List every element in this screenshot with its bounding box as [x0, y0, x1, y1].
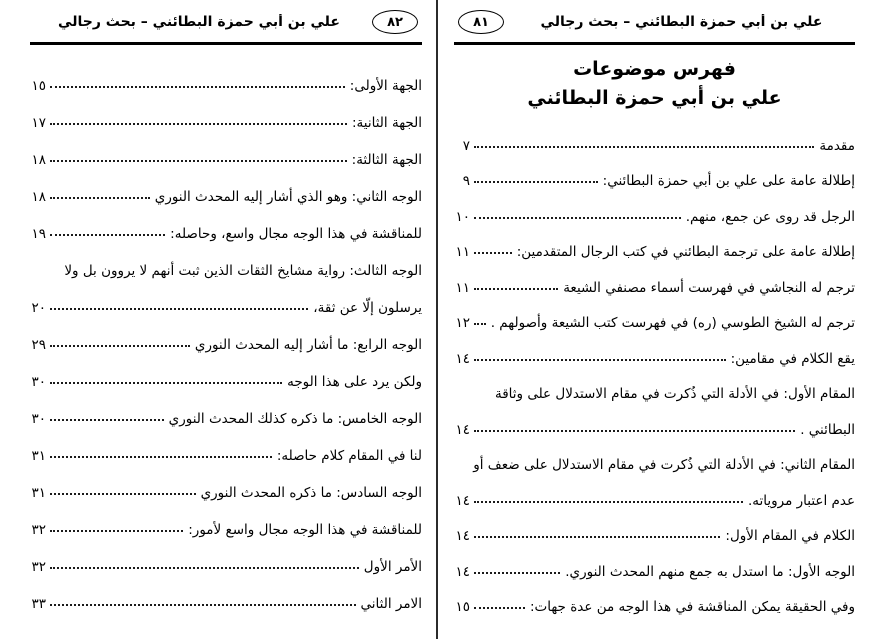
- entry-text: الجهة الأولى:: [349, 78, 422, 94]
- entry-text: وفي الحقيقة يمكن المناقشة في هذا الوجه من عدة جهات:: [529, 599, 855, 615]
- dot-leader: [50, 493, 196, 495]
- entry-text: ترجم له الشيخ الطوسي (ره) في فهرست كتب الشيعة وأصولهم .: [490, 315, 855, 331]
- dot-leader: [50, 530, 183, 532]
- entry-text: الكلام في المقام الأول:: [725, 528, 855, 544]
- left-page: [0, 0, 436, 639]
- entry-text: الأمر الأول: [363, 559, 422, 575]
- entry-text: إطلالة عامة على علي بن أبي حمزة البطائني:: [602, 173, 855, 189]
- entry-page-number: ١٠: [455, 208, 470, 225]
- dot-leader: [474, 359, 726, 361]
- toc-list-right: [454, 118, 855, 615]
- toc-entry: [454, 367, 855, 403]
- entry-text: يرسلون إلّا عن ثقة،: [313, 300, 422, 316]
- toc-entry: [30, 353, 422, 390]
- entry-text: الوجه السادس: ما ذكره المحدث النوري: [200, 485, 422, 501]
- toc-entry: [30, 538, 422, 575]
- entry-text: ترجم له النجاشي في فهرست أسماء مصنفي الشيعة: [563, 279, 855, 296]
- toc-title-line2: علي بن أبي حمزة البطائني: [527, 86, 782, 109]
- entry-page-number: ١٤: [455, 563, 470, 580]
- toc-entry: [30, 131, 422, 168]
- toc-entry: [454, 331, 855, 367]
- toc-entry: [30, 94, 422, 131]
- entry-text: الرجل قد روى عن جمع، منهم.: [685, 208, 855, 225]
- entry-page-number: ١١: [455, 244, 470, 260]
- entry-page-number: ٣٣: [31, 596, 46, 612]
- entry-text: الوجه الثالث: رواية مشايخ الثقات الذين ثبت أنهم لا يروون بل ولا: [64, 263, 422, 279]
- entry-page-number: ٣٠: [31, 411, 46, 427]
- dot-leader: [474, 501, 743, 503]
- entry-text: الوجه الثاني: وهو الذي أشار إليه المحدث النوري: [154, 189, 422, 205]
- toc-entry: [30, 390, 422, 427]
- toc-entry: [30, 205, 422, 242]
- dot-leader: [474, 252, 512, 254]
- entry-text: الوجه الرابع: ما أشار إليه المحدث النوري: [194, 337, 422, 353]
- dot-leader: [474, 181, 598, 183]
- toc-entry: [30, 168, 422, 205]
- toc-entry: [30, 242, 422, 279]
- entry-page-number: ٣٠: [31, 374, 46, 390]
- dot-leader: [50, 345, 190, 347]
- entry-text: الوجه الأول: ما استدل به جمع منهم المحدث النوري.: [565, 563, 855, 580]
- entry-text: يقع الكلام في مقامين:: [730, 350, 855, 367]
- entry-page-number: ٢٩: [31, 337, 46, 353]
- book-title-right: علي بن أبي حمزة البطائني – بحث رجالي: [540, 14, 823, 30]
- entry-page-number: ٣٢: [31, 559, 46, 575]
- dot-leader: [474, 217, 681, 219]
- entry-page-number: ٣١: [31, 448, 46, 464]
- entry-page-number: ١١: [455, 279, 470, 296]
- toc-section-title: [454, 55, 855, 112]
- toc-entry: [454, 402, 855, 438]
- entry-text: إطلالة عامة على ترجمة البطائني في كتب الرجال المتقدمين:: [516, 244, 855, 260]
- dot-leader: [50, 197, 150, 199]
- entry-page-number: ١٨: [31, 189, 46, 205]
- toc-entry: [454, 296, 855, 332]
- entry-text: مقدمة: [819, 137, 855, 154]
- entry-text: المقام الأول: في الأدلة التي ذُكرت في مقام الاستدلال على وثاقة: [494, 386, 855, 402]
- entry-text: للمناقشة في هذا الوجه مجال واسع لأمور:: [188, 522, 422, 538]
- entry-text: عدم اعتبار مروياته.: [747, 492, 855, 509]
- entry-page-number: ١٩: [31, 226, 46, 242]
- toc-entry: [30, 279, 422, 316]
- entry-text: المقام الثاني: في الأدلة التي ذُكرت في مقام الاستدلال على ضعف أو: [473, 457, 855, 473]
- entry-page-number: ١٤: [455, 492, 470, 509]
- entry-page-number: ٣٢: [31, 522, 46, 538]
- left-page-header: [30, 8, 422, 45]
- entry-text: البطائني .: [800, 421, 855, 438]
- entry-page-number: ١٧: [31, 115, 46, 131]
- toc-title-line1: فهرس موضوعات: [573, 58, 736, 80]
- right-page-number-badge: ٨١: [458, 10, 504, 34]
- entry-page-number: ٩: [462, 173, 470, 189]
- entry-page-number: ١٢: [455, 315, 470, 331]
- toc-entry: [30, 427, 422, 464]
- toc-entry: [454, 580, 855, 616]
- toc-entry: [30, 464, 422, 501]
- toc-entry: [454, 260, 855, 296]
- book-title-left: علي بن أبي حمزة البطائني – بحث رجالي: [58, 14, 340, 30]
- toc-list-left: [30, 45, 422, 612]
- entry-text: للمناقشة في هذا الوجه مجال واسع، وحاصله:: [170, 226, 422, 242]
- dot-leader: [474, 536, 720, 538]
- entry-text: لنا في المقام كلام حاصله:: [276, 448, 422, 464]
- entry-page-number: ١٥: [455, 599, 470, 615]
- dot-leader: [50, 123, 347, 125]
- right-page: [438, 0, 875, 639]
- toc-entry: [454, 225, 855, 261]
- dot-leader: [474, 430, 795, 432]
- toc-entry: [30, 501, 422, 538]
- dot-leader: [474, 607, 525, 609]
- entry-page-number: ٢٠: [31, 300, 46, 316]
- toc-entry: [454, 438, 855, 474]
- dot-leader: [50, 234, 165, 236]
- entry-text: الوجه الخامس: ما ذكره كذلك المحدث النوري: [168, 411, 422, 427]
- toc-entry: [454, 154, 855, 190]
- toc-entry: [454, 118, 855, 154]
- dot-leader: [50, 86, 345, 88]
- entry-text: ولكن يرد على هذا الوجه: [287, 374, 422, 390]
- right-page-header: [454, 8, 855, 45]
- toc-entry: [454, 473, 855, 509]
- entry-text: الامر الثاني: [360, 596, 422, 612]
- toc-entry: [30, 316, 422, 353]
- entry-page-number: ١٤: [455, 421, 470, 438]
- dot-leader: [474, 288, 558, 290]
- dot-leader: [474, 572, 560, 574]
- toc-entry: [454, 544, 855, 580]
- dot-leader: [474, 323, 486, 325]
- left-page-number-badge: ٨٢: [372, 10, 418, 34]
- entry-page-number: ٧: [462, 137, 470, 154]
- entry-page-number: ٣١: [31, 485, 46, 501]
- dot-leader: [50, 456, 272, 458]
- entry-page-number: ١٨: [31, 152, 46, 168]
- entry-page-number: ١٤: [455, 528, 470, 544]
- dot-leader: [50, 382, 282, 384]
- toc-entry: [454, 189, 855, 225]
- dot-leader: [50, 567, 359, 569]
- dot-leader: [50, 160, 347, 162]
- dot-leader: [50, 604, 356, 606]
- dot-leader: [474, 146, 814, 148]
- entry-page-number: ١٤: [455, 350, 470, 367]
- toc-entry: [454, 509, 855, 545]
- entry-page-number: ١٥: [31, 78, 46, 94]
- toc-entry: [30, 57, 422, 94]
- dot-leader: [50, 308, 308, 310]
- toc-entry: [30, 575, 422, 612]
- dot-leader: [50, 419, 164, 421]
- entry-text: الجهة الثانية:: [352, 115, 422, 131]
- entry-text: الجهة الثالثة:: [351, 152, 422, 168]
